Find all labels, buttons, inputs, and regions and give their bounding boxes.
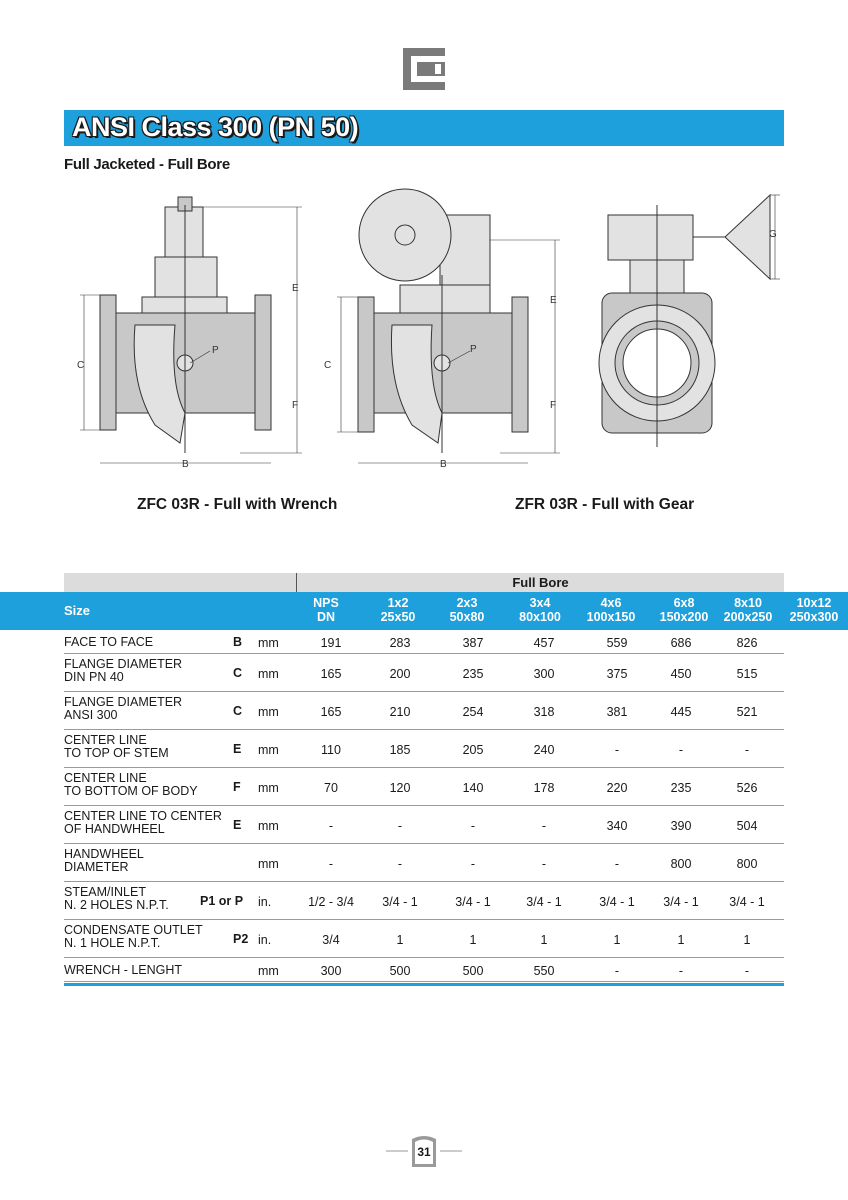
left-flange — [100, 295, 116, 430]
table-cell: 200 — [389, 667, 411, 681]
table-cell: 70 — [324, 781, 338, 795]
table-cell: 120 — [389, 781, 411, 795]
table-cell: 3/4 — [322, 933, 340, 947]
table-cell: 205 — [462, 743, 484, 757]
dim-label-b-mid: B — [440, 459, 447, 470]
right-flange — [512, 297, 528, 432]
page-title: ANSI Class 300 (PN 50) — [72, 112, 359, 142]
gearbox-front — [608, 215, 693, 260]
table-cell: 500 — [462, 964, 484, 978]
table-row — [64, 958, 784, 982]
row-symbol: C — [233, 666, 243, 680]
row-symbol: E — [233, 818, 242, 832]
column-header: 6x8 150x200 — [659, 596, 709, 624]
table-cell: 450 — [670, 667, 692, 681]
table-cell: 300 — [320, 964, 342, 978]
table-row — [64, 630, 784, 654]
table-cell: 550 — [533, 964, 555, 978]
drawing-gear-front — [599, 195, 780, 447]
table-cell: 3/4 - 1 — [663, 895, 699, 909]
table-cell: - — [470, 857, 476, 871]
table-cell: 375 — [606, 667, 628, 681]
wrench-head — [165, 207, 203, 257]
page-subtitle: Full Jacketed - Full Bore — [64, 156, 230, 173]
table-cell: 1 — [743, 933, 751, 947]
table-cell: - — [541, 819, 547, 833]
table-cell: 220 — [606, 781, 628, 795]
table-cell: 800 — [670, 857, 692, 871]
table-cell: - — [614, 743, 620, 757]
table-cell: 390 — [670, 819, 692, 833]
table-row — [64, 692, 784, 730]
row-symbol: C — [233, 704, 243, 718]
stem-housing — [155, 257, 217, 297]
table-cell: 800 — [736, 857, 758, 871]
row-label: CONDENSATE OUTLET N. 1 HOLE N.P.T. — [64, 923, 203, 950]
dim-label-f-mid: F — [550, 400, 557, 411]
row-label: STEAM/INLET N. 2 HOLES N.P.T. — [64, 885, 169, 912]
table-cell: - — [397, 857, 403, 871]
title-bar — [64, 110, 784, 146]
row-label: FLANGE DIAMETER ANSI 300 — [64, 695, 183, 722]
table-cell: 1 — [613, 933, 621, 947]
header-size: Size — [64, 603, 91, 618]
valve-drawings — [60, 185, 790, 475]
row-symbol: F — [233, 780, 241, 794]
row-unit: mm — [258, 819, 279, 833]
row-symbol: P1 or P — [200, 894, 244, 908]
row-unit: mm — [258, 857, 279, 871]
table-bottom-rule — [64, 983, 784, 986]
row-unit: mm — [258, 781, 279, 795]
row-label: WRENCH - LENGHT — [64, 963, 183, 977]
handwheel-edge — [725, 195, 770, 279]
right-flange — [255, 295, 271, 430]
table-body — [64, 630, 784, 982]
table-cell: 515 — [736, 667, 758, 681]
table-cell: 1/2 - 3/4 — [308, 895, 354, 909]
row-label: CENTER LINE TO BOTTOM OF BODY — [64, 771, 198, 798]
dim-label-g: G — [769, 229, 777, 240]
column-header: 3x4 80x100 — [519, 596, 561, 624]
table-cell: 500 — [389, 964, 411, 978]
table-cell: 300 — [533, 667, 555, 681]
table-cell: 504 — [736, 819, 758, 833]
page-number: 31 — [417, 1145, 431, 1159]
row-symbol: B — [233, 635, 243, 649]
table-cell: - — [678, 964, 684, 978]
handwheel-hub — [395, 225, 415, 245]
dim-label-c-mid: C — [324, 360, 332, 371]
table-cell: - — [541, 857, 547, 871]
table-cell: 178 — [533, 781, 555, 795]
table-cell: 210 — [389, 705, 411, 719]
dimensions-table — [64, 573, 839, 986]
table-cell: 3/4 - 1 — [455, 895, 491, 909]
table-cell: 1 — [540, 933, 548, 947]
table-cell: 110 — [321, 743, 341, 757]
drawing-wrench — [77, 197, 302, 470]
dim-label-p-left: P — [212, 345, 219, 356]
table-cell: 3/4 - 1 — [526, 895, 562, 909]
table-cell: 140 — [462, 781, 484, 795]
brand-logo — [403, 48, 445, 90]
table-cell: 3/4 - 1 — [599, 895, 635, 909]
row-unit: mm — [258, 705, 279, 719]
column-header: 10x12 250x300 — [789, 596, 839, 624]
table-cell: - — [470, 819, 476, 833]
table-cell: - — [678, 743, 684, 757]
caption-gear-model: ZFR 03R - Full with Gear — [515, 496, 695, 513]
group-header-full-bore: Full Bore — [512, 575, 569, 590]
table-row — [64, 882, 784, 920]
table-cell: 240 — [533, 743, 555, 757]
row-symbol: E — [233, 742, 242, 756]
column-header: 1x2 25x50 — [380, 596, 416, 624]
table-cell: 254 — [462, 705, 484, 719]
table-cell: - — [614, 964, 620, 978]
dim-label-c-left: C — [77, 360, 85, 371]
table-cell: 235 — [462, 667, 484, 681]
table-cell: 340 — [606, 819, 628, 833]
table-cell: 826 — [736, 636, 758, 650]
table-cell: 1 — [469, 933, 477, 947]
row-unit: mm — [258, 743, 279, 757]
table-row — [64, 920, 784, 958]
caption-wrench-model: ZFC 03R - Full with Wrench — [137, 496, 338, 513]
table-row — [64, 654, 784, 692]
row-unit: mm — [258, 667, 279, 681]
row-symbol: P2 — [233, 932, 249, 946]
table-cell: 559 — [606, 636, 628, 650]
table-cell: - — [744, 964, 750, 978]
table-cell: - — [328, 819, 334, 833]
table-cell: - — [328, 857, 334, 871]
table-cell: 526 — [736, 781, 758, 795]
row-label: FACE TO FACE — [64, 635, 154, 649]
table-cell: 185 — [389, 743, 411, 757]
row-unit: mm — [258, 636, 279, 650]
table-cell: 381 — [606, 705, 628, 719]
table-cell: 387 — [462, 636, 484, 650]
table-row — [64, 730, 784, 768]
table-cell: - — [614, 857, 620, 871]
dim-label-e-mid: E — [550, 295, 557, 306]
table-cell: 165 — [320, 705, 342, 719]
table-cell: 686 — [670, 636, 692, 650]
table-header-row — [0, 592, 848, 630]
dim-label-f-left: F — [292, 400, 299, 411]
left-flange — [358, 297, 374, 432]
column-header: 4x6 100x150 — [586, 596, 636, 624]
table-row — [64, 806, 784, 844]
table-cell: 445 — [670, 705, 692, 719]
table-cell: - — [397, 819, 403, 833]
table-cell: 3/4 - 1 — [729, 895, 765, 909]
table-cell: 521 — [736, 705, 758, 719]
row-unit: in. — [258, 895, 272, 909]
table-cell: 191 — [320, 636, 342, 650]
table-cell: 283 — [389, 636, 411, 650]
table-cell: 318 — [533, 705, 555, 719]
dim-label-p-mid: P — [470, 344, 477, 355]
column-header: 8x10 200x250 — [723, 596, 773, 624]
row-unit: in. — [258, 933, 272, 947]
body-top — [400, 285, 490, 313]
table-cell: 165 — [320, 667, 342, 681]
table-cell: - — [744, 743, 750, 757]
table-row — [64, 844, 784, 882]
table-cell: 1 — [396, 933, 404, 947]
column-header: 2x3 50x80 — [449, 596, 485, 624]
row-label: CENTER LINE TO TOP OF STEM — [64, 733, 169, 760]
table-cell: 3/4 - 1 — [382, 895, 418, 909]
dim-label-e-left: E — [292, 283, 299, 294]
dim-label-b-left: B — [182, 459, 189, 470]
table-cell: 457 — [533, 636, 555, 650]
row-label: CENTER LINE TO CENTER OF HANDWHEEL — [64, 809, 222, 836]
row-label: HANDWHEEL DIAMETER — [64, 847, 144, 874]
table-row — [64, 768, 784, 806]
table-group-band — [64, 573, 784, 592]
header-nps-dn: NPS DN — [313, 596, 339, 624]
table-cell: 1 — [677, 933, 685, 947]
drawing-gear-side — [324, 189, 560, 470]
table-cell: 235 — [670, 781, 692, 795]
row-unit: mm — [258, 964, 279, 978]
row-label: FLANGE DIAMETER DIN PN 40 — [64, 657, 183, 684]
